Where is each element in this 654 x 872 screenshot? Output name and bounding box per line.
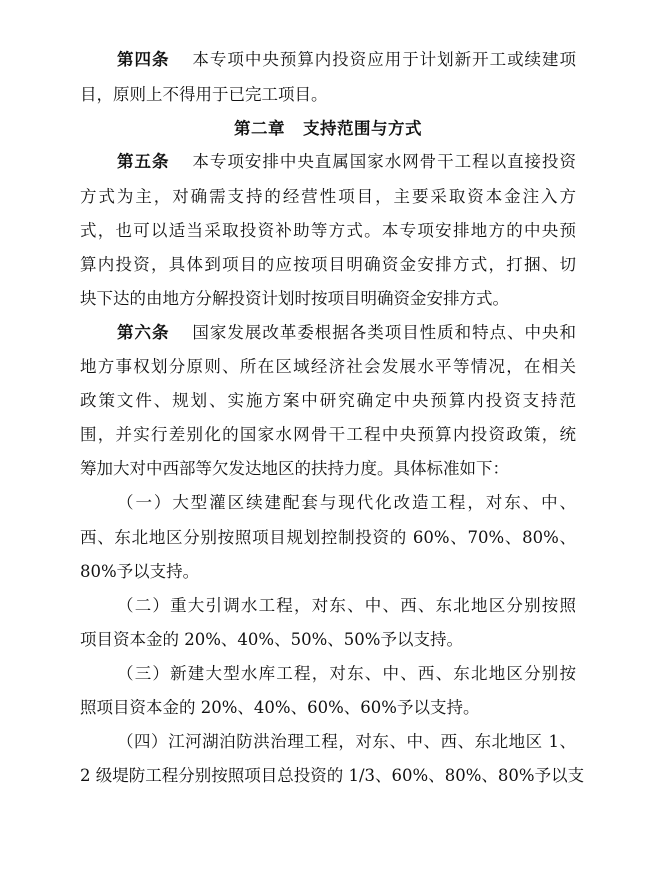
article-6-line-1: [117, 323, 576, 343]
item-3-line-2: 照项目资本金的 20%、40%、60%、60%予以支持。: [80, 698, 480, 717]
chapter-number: 第二章: [234, 119, 285, 138]
item-1-line-3: 80%予以支持。: [80, 562, 200, 581]
article-5-text-1: 本专项安排中央直属国家水网骨干工程以直接投资: [191, 152, 577, 171]
article-6-line-4: 围，并实行差别化的国家水网骨干工程中央预算内投资政策，统: [80, 425, 576, 444]
item-1-line-2: 西、东北地区分别按照项目规划控制投资的 60%、70%、80%、: [80, 528, 576, 547]
item-4-line-1: （四）江河湖泊防洪治理工程，对东、中、西、东北地区 1、: [117, 732, 576, 751]
chapter-heading: [80, 119, 576, 139]
article-6-line-2: 地方事权划分原则、所在区域经济社会发展水平等情况，在相关: [80, 357, 576, 376]
article-5-line-1: [117, 152, 576, 172]
article-5-line-3: 式，也可以适当采取投资补助等方式。本专项安排地方的中央预: [80, 221, 576, 240]
item-3-line-1: （三）新建大型水库工程，对东、中、西、东北地区分别按: [117, 664, 576, 683]
article-5-line-4: 算内投资，具体到项目的应按项目明确资金安排方式，打捆、切: [80, 255, 576, 274]
article-5-line-5: 块下达的由地方分解投资计划时按项目明确资金安排方式。: [80, 289, 509, 308]
item-4-line-2: 2 级堤防工程分别按照项目总投资的 1/3、60%、80%、80%予以支: [80, 766, 585, 785]
article-4-line-2: 目，原则上不得用于已完工项目。: [80, 85, 328, 104]
article-5-label: 第五条: [117, 152, 170, 171]
item-1-line-1: （一）大型灌区续建配套与现代化改造工程，对东、中、: [117, 493, 576, 512]
item-2-line-1: （二）重大引调水工程，对东、中、西、东北地区分别按照: [117, 596, 576, 615]
article-6-text-1: 国家发展改革委根据各类项目性质和特点、中央和: [191, 323, 577, 342]
chapter-title: 支持范围与方式: [303, 119, 422, 138]
item-2-line-2: 项目资本金的 20%、40%、50%、50%予以支持。: [80, 630, 463, 649]
article-4-line-1: [117, 50, 576, 70]
article-6-label: 第六条: [117, 323, 170, 342]
article-6-line-3: 政策文件、规划、实施方案中研究确定中央预算内投资支持范: [80, 391, 576, 410]
article-4-label: 第四条: [117, 50, 170, 69]
article-4-text-1: 本专项中央预算内投资应用于计划新开工或续建项: [191, 50, 577, 69]
article-5-line-2: 方式为主，对确需支持的经营性项目，主要采取资本金注入方: [80, 187, 576, 206]
article-6-line-5: 筹加大对中西部等欠发达地区的扶持力度。具体标准如下：: [80, 459, 509, 478]
